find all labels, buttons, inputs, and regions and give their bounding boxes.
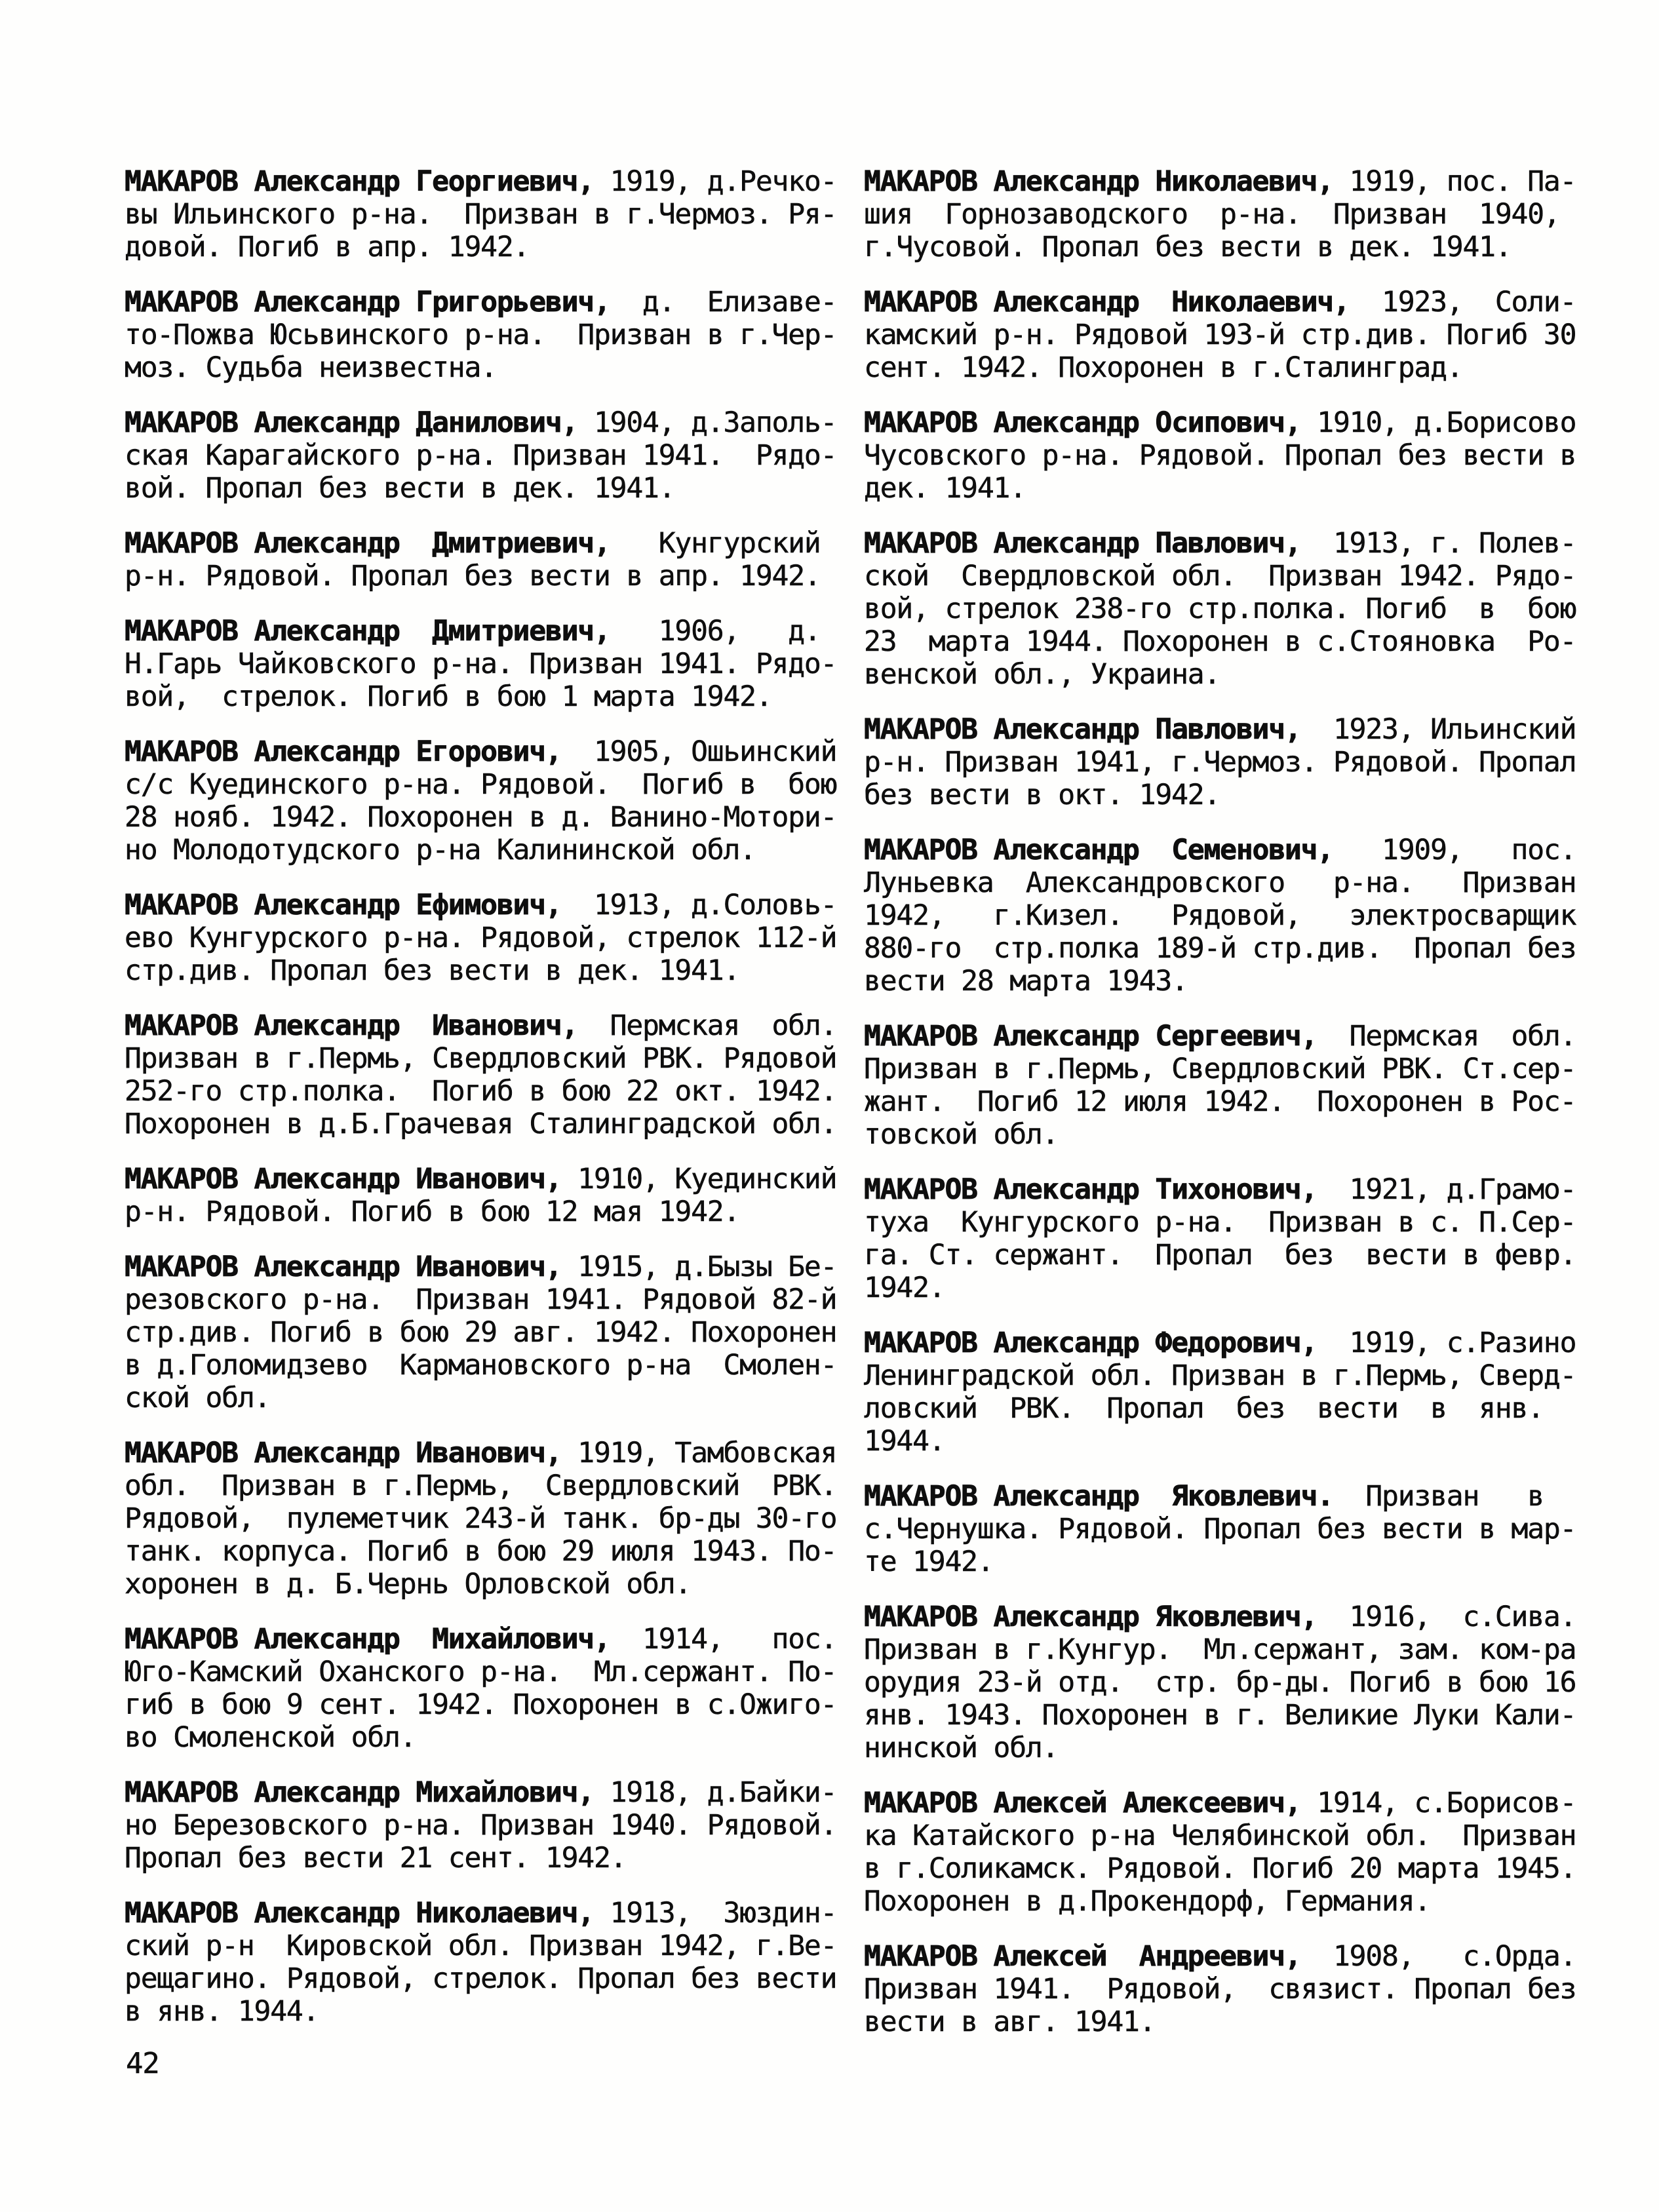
entry-name: МАКАРОВ Алексей Андреевич, [864,1940,1301,1973]
left-column [125,165,839,2050]
entry-line: Рядовой, пулеметчик 243-й танк. бр-ды 30-го [125,1502,837,1535]
entry-line: стр.див. Пропал без вести в дек. 1941. [125,954,740,987]
entry-name: МАКАРОВ Александр Георгиевич, [125,165,594,198]
memorial-entry [125,1437,839,1601]
entry-line: 1944. [864,1425,945,1458]
entry-first-line-rest: 1908, с.Орда. [1300,1940,1576,1973]
entry-line: Призван в г.Пермь, Свердловский РВК. Рядовой [125,1042,837,1075]
entry-line: Призван в г.Пермь, Свердловский РВК. Ст.сер- [864,1053,1576,1085]
entry-name: МАКАРОВ Александр Тихонович, [864,1173,1317,1206]
entry-first-line-rest: д. Елизаве- [610,286,837,319]
entry-line: Юго-Камский Оханского р-на. Мл.сержант. По- [125,1656,837,1688]
entry-name: МАКАРОВ Александр Ефимович, [125,889,562,922]
entry-line: во Смоленской обл. [125,1721,416,1754]
memorial-entry [125,406,839,505]
entry-first-line-rest: Кунгурский [610,527,821,560]
entry-first-line-rest: 1913, Зюздин- [593,1897,837,1930]
entry-line [125,1009,839,1042]
entry-line: 252-го стр.полка. Погиб в бою 22 окт. 1942. [125,1075,837,1108]
memorial-entry [864,1020,1578,1151]
memorial-entry [125,1251,839,1414]
entry-line: танк. корпуса. Погиб в бою 29 июля 1943. По- [125,1535,837,1568]
entry-line: 880-го стр.полка 189-й стр.див. Пропал без [864,932,1576,965]
entry-line: стр.див. Погиб в бою 29 авг. 1942. Похоронен [125,1316,837,1349]
entry-name: МАКАРОВ Александр Михайлович, [125,1623,610,1656]
entry-line: ка Катайского р-на Челябинской обл. Призван [864,1819,1576,1852]
memorial-entry [864,1173,1578,1304]
memorial-entry [125,1163,839,1228]
entry-name: МАКАРОВ Александр Иванович, [125,1009,578,1042]
entry-line: вы Ильинского р-на. Призван в г.Чермоз. Ря- [125,198,837,231]
entry-line: ево Кунгурского р-на. Рядовой, стрелок 112-й [125,922,837,954]
entry-line: 1942. [864,1271,945,1304]
entry-line: янв. 1943. Похоронен в г. Великие Луки Кали- [864,1699,1576,1732]
right-column [864,165,1578,2061]
entry-line: но Березовского р-на. Призван 1940. Рядовой. [125,1809,837,1842]
memorial-entry [125,889,839,987]
entry-name: МАКАРОВ Александр Иванович, [125,1163,562,1195]
memorial-entry [125,1009,839,1140]
entry-first-line-rest: 1919, Тамбовская [561,1437,837,1469]
entry-line: шия Горнозаводского р-на. Призван 1940, [864,198,1560,231]
entry-name: МАКАРОВ Александр Иванович, [125,1251,562,1283]
entry-line [864,713,1578,746]
entry-line: р-н. Рядовой. Пропал без вести в апр. 1942. [125,560,821,592]
entry-line: довой. Погиб в апр. 1942. [125,231,530,263]
entry-line: сент. 1942. Похоронен в г.Сталинград. [864,351,1463,384]
entry-line: в г.Соликамск. Рядовой. Погиб 20 марта 1945. [864,1852,1576,1885]
entry-first-line-rest: 1909, пос. [1333,834,1576,866]
entry-line: р-н. Призван 1941, г.Чермоз. Рядовой. Пропал [864,746,1576,779]
entry-line: резовского р-на. Призван 1941. Рядовой 82-й [125,1283,837,1316]
entry-first-line-rest: 1923, Соли- [1349,286,1576,319]
memorial-entry [864,713,1578,811]
entry-line: камский р-н. Рядовой 193-й стр.див. Погиб 30 [864,319,1576,351]
entry-name: МАКАРОВ Александр Павлович, [864,527,1301,560]
entry-line: ской обл. [125,1382,271,1414]
entry-first-line-rest: 1904, д.Заполь- [577,406,837,439]
memorial-entry [864,286,1578,384]
memorial-entry [125,615,839,713]
entry-name: МАКАРОВ Александр Николаевич, [125,1897,594,1930]
entry-line: р-н. Рядовой. Погиб в бою 12 мая 1942. [125,1195,740,1228]
entry-line [125,406,839,439]
memorial-entry [125,165,839,263]
entry-first-line-rest: Пермская обл. [577,1009,837,1042]
entry-line [864,165,1578,198]
entry-line [864,1940,1578,1973]
entry-first-line-rest: 1913, г. Полев- [1300,527,1576,560]
entry-name: МАКАРОВ Александр Николаевич, [864,286,1350,319]
entry-line [864,1787,1578,1819]
entry-line [864,1173,1578,1206]
entry-first-line-rest: 1919, д.Речко- [593,165,837,198]
entry-line: вой. Пропал без вести в дек. 1941. [125,472,675,505]
entry-name: МАКАРОВ Александр Григорьевич, [125,286,610,319]
entry-line: нинской обл. [864,1732,1059,1764]
entry-line: Н.Гарь Чайковского р-на. Призван 1941. Рядо- [125,648,837,680]
entry-line: Ленинградской обл. Призван в г.Пермь, Сверд- [864,1359,1576,1392]
entry-line: 1942, г.Кизел. Рядовой, электросварщик [864,899,1576,932]
memorial-entry [125,286,839,384]
entry-line: без вести в окт. 1942. [864,779,1220,811]
entry-line: вести 28 марта 1943. [864,965,1188,998]
memorial-entry [125,1776,839,1874]
entry-line [125,1437,839,1469]
entry-line: жант. Погиб 12 июля 1942. Похоронен в Рос- [864,1085,1576,1118]
page-number: 42 [126,2047,159,2080]
entry-first-line-rest: 1919, пос. Па- [1333,165,1576,198]
entry-line: Призван в г.Кунгур. Мл.сержант, зам. ком-ра [864,1633,1576,1666]
entry-line: венской обл., Украина. [864,658,1220,691]
entry-name: МАКАРОВ Александр Егорович, [125,735,562,768]
entry-line: те 1942. [864,1545,994,1578]
entry-first-line-rest: 1921, д.Грамо- [1317,1173,1576,1206]
entry-line [125,1623,839,1656]
entry-first-line-rest: Призван в [1333,1480,1544,1513]
entry-line: дек. 1941. [864,472,1026,505]
entry-line: товской обл. [864,1118,1059,1151]
entry-first-line-rest: 1914, пос. [610,1623,837,1656]
memorial-entry [864,527,1578,691]
entry-name: МАКАРОВ Александр Михайлович, [125,1776,594,1809]
entry-line: в янв. 1944. [125,1995,319,2028]
entry-line: вой, стрелок 238-го стр.полка. Погиб в бою [864,592,1576,625]
memorial-entry [125,1897,839,2028]
memorial-entry [864,1787,1578,1918]
entry-line: Похоронен в д.Б.Грачевая Сталинградской обл. [125,1108,837,1140]
entry-line [864,1480,1578,1513]
entry-line [125,889,839,922]
entry-first-line-rest: 1916, с.Сива. [1317,1601,1576,1633]
entry-line: га. Ст. сержант. Пропал без вести в февр. [864,1239,1576,1271]
memorial-entry [864,1480,1578,1578]
entry-first-line-rest: 1919, с.Разино [1317,1327,1576,1359]
entry-line: Пропал без вести 21 сент. 1942. [125,1842,627,1874]
entry-first-line-rest: 1915, д.Бызы Бе- [561,1251,837,1283]
entry-line: в д.Голомидзево Кармановского р-на Смолен- [125,1349,837,1382]
entry-name: МАКАРОВ Александр Яковлевич. [864,1480,1333,1513]
entry-name: МАКАРОВ Александр Николаевич, [864,165,1333,198]
memorial-entry [864,406,1578,505]
entry-line [864,1601,1578,1633]
entry-first-line-rest: Пермская обл. [1317,1020,1576,1053]
entry-line: 28 нояб. 1942. Похоронен в д. Ванино-Мотори- [125,801,837,834]
entry-line [125,735,839,768]
entry-line: ловский РВК. Пропал без вести в янв. [864,1392,1544,1425]
entry-first-line-rest: 1918, д.Байки- [593,1776,837,1809]
memorial-entry [864,1601,1578,1764]
entry-first-line-rest: 1910, Куединский [561,1163,837,1195]
memorial-entry [125,527,839,592]
entry-first-line-rest: 1910, д.Борисово [1300,406,1576,439]
entry-line [125,1897,839,1930]
memorial-entry [864,165,1578,263]
entry-line: то-Пожва Юсьвинского р-на. Призван в г.Чер- [125,319,837,351]
entry-line [125,165,839,198]
memorial-entry [125,1623,839,1754]
entry-line: Призван 1941. Рядовой, связист. Пропал без [864,1973,1576,2006]
entry-name: МАКАРОВ Алексей Алексеевич, [864,1787,1301,1819]
entry-first-line-rest: 1913, д.Соловь- [561,889,837,922]
entry-first-line-rest: 1914, с.Борисов- [1300,1787,1576,1819]
entry-line [864,1020,1578,1053]
entry-line: гиб в бою 9 сент. 1942. Похоронен в с.Ожиго- [125,1688,837,1721]
entry-line [864,834,1578,866]
entry-first-line-rest: 1905, Ошьинский [561,735,837,768]
entry-line [125,527,839,560]
entry-name: МАКАРОВ Александр Данилович, [125,406,578,439]
entry-line: вой, стрелок. Погиб в бою 1 марта 1942. [125,680,772,713]
entry-line: ский р-н Кировской обл. Призван 1942, г.Ве- [125,1930,837,1962]
entry-first-line-rest: 1923, Ильинский [1300,713,1576,746]
entry-line [864,1327,1578,1359]
memorial-entry [864,834,1578,998]
entry-line [125,286,839,319]
entry-name: МАКАРОВ Александр Иванович, [125,1437,562,1469]
entry-line: 23 марта 1944. Похоронен в с.Стояновка Ро- [864,625,1576,658]
memorial-entry [125,735,839,866]
entry-line [864,527,1578,560]
entry-line [125,1163,839,1195]
entry-line [125,1776,839,1809]
entry-line: Похоронен в д.Прокендорф, Германия. [864,1885,1431,1918]
memorial-entry [864,1940,1578,2038]
entry-line: моз. Судьба неизвестна. [125,351,497,384]
entry-line: г.Чусовой. Пропал без вести в дек. 1941. [864,231,1512,263]
entry-line: с.Чернушка. Рядовой. Пропал без вести в мар- [864,1513,1576,1545]
entry-name: МАКАРОВ Александр Семенович, [864,834,1333,866]
entry-line: но Молодотудского р-на Калининской обл. [125,834,756,866]
entry-first-line-rest: 1906, д. [610,615,821,648]
entry-line [125,615,839,648]
entry-line: Чусовского р-на. Рядовой. Пропал без вести в [864,439,1576,472]
entry-line: туха Кунгурского р-на. Призван в с. П.Сер- [864,1206,1576,1239]
entry-line: Луньевка Александровского р-на. Призван [864,866,1576,899]
entry-line: ской Свердловской обл. Призван 1942. Рядо- [864,560,1576,592]
entry-name: МАКАРОВ Александр Яковлевич, [864,1601,1317,1633]
entry-line: орудия 23-й отд. стр. бр-ды. Погиб в бою 16 [864,1666,1576,1699]
entry-line: ская Карагайского р-на. Призван 1941. Рядо- [125,439,837,472]
entry-line: обл. Призван в г.Пермь, Свердловский РВК. [125,1469,837,1502]
entry-line: рещагино. Рядовой, стрелок. Пропал без вести [125,1962,837,1995]
entry-name: МАКАРОВ Александр Дмитриевич, [125,615,610,648]
entry-line [125,1251,839,1283]
entry-line: хоронен в д. Б.Чернь Орловской обл. [125,1568,692,1601]
entry-line [864,406,1578,439]
entry-name: МАКАРОВ Александр Федорович, [864,1327,1317,1359]
entry-name: МАКАРОВ Александр Осипович, [864,406,1301,439]
entry-line: вести в авг. 1941. [864,2006,1156,2038]
entry-name: МАКАРОВ Александр Дмитриевич, [125,527,610,560]
entry-line [864,286,1578,319]
entry-name: МАКАРОВ Александр Сергеевич, [864,1020,1317,1053]
entry-line: с/с Куединского р-на. Рядовой. Погиб в бою [125,768,837,801]
memorial-entry [864,1327,1578,1458]
entry-name: МАКАРОВ Александр Павлович, [864,713,1301,746]
